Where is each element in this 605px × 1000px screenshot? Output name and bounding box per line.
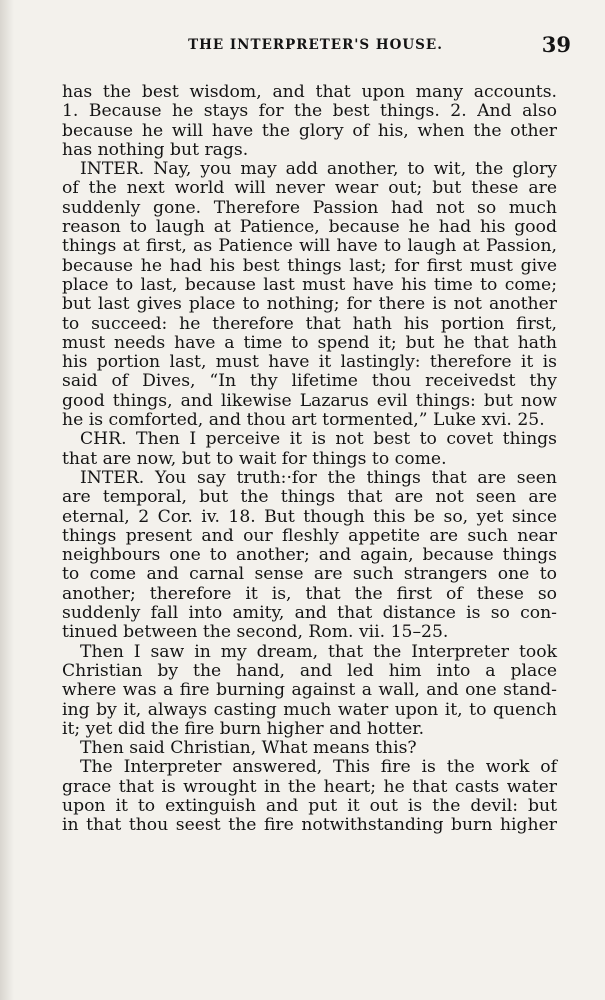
text-line: suddenly fall into amity, and that distance is so con- <box>62 603 557 624</box>
text-line: suddenly gone. Therefore Passion had not so much <box>62 197 557 218</box>
running-title: THE INTERPRETER'S HOUSE. <box>188 37 443 53</box>
text-line: in that thou seest the fire notwithstanding burn higher <box>62 815 557 836</box>
text-line: to come and carnal sense are such strangers one to <box>62 564 557 585</box>
text-line: CHR. Then I perceive it is not best to covet things <box>80 429 557 450</box>
text-line: it; yet did the fire burn higher and hotter. <box>62 718 425 739</box>
text-line: reason to laugh at Patience, because he had his good <box>62 217 557 238</box>
text-line: where was a fire burning against a wall, and one stand- <box>62 680 557 701</box>
text-line: has the best wisdom, and that upon many accounts. <box>62 82 557 102</box>
text-line: place to last, because last must have his time to come; <box>62 274 557 295</box>
text-line: because he had his best things last; for first must give <box>62 255 557 276</box>
text-line: upon it to extinguish and put it out is the devil: but <box>62 795 557 816</box>
text-line: INTER. Nay, you may add another, to wit, the glory <box>80 159 557 180</box>
text-line: because he will have the glory of his, when the other <box>62 120 557 141</box>
text-line: are temporal, but the things that are not seen are <box>62 487 557 508</box>
text-line: his portion last, must have it lastingly: therefore it is <box>62 352 557 373</box>
text-line: The Interpreter answered, This fire is the work of <box>80 757 557 778</box>
text-line: of the next world will never wear out; but these are <box>62 178 557 199</box>
text-line: but last gives place to nothing; for there is not another <box>62 294 557 315</box>
text-line: Christian by the hand, and led him into a place <box>62 660 557 681</box>
page-gutter-shadow <box>0 0 14 1000</box>
text-line: to succeed: he therefore that hath his portion first, <box>62 313 557 334</box>
text-line: has nothing but rags. <box>62 139 249 160</box>
text-line: tinued between the second, Rom. vii. 15–25. <box>62 622 449 643</box>
text-line: things at first, as Patience will have to laugh at Passion, <box>62 236 557 257</box>
text-line: must needs have a time to spend it; but he that hath <box>62 332 557 353</box>
text-line: Then I saw in my dream, that the Interpreter took <box>80 641 557 662</box>
text-line: that are now, but to wait for things to come. <box>62 448 447 469</box>
text-line: ing by it, always casting much water upon it, to quench <box>62 699 557 720</box>
text-line: said of Dives, “In thy lifetime thou receivedst thy <box>62 371 557 392</box>
page-number: 39 <box>541 32 571 57</box>
text-line: Then said Christian, What means this? <box>80 738 417 759</box>
text-line: another; therefore it is, that the first of these so <box>62 583 557 604</box>
text-line: eternal, 2 Cor. iv. 18. But though this be so, yet since <box>62 506 557 527</box>
text-line: he is comforted, and thou art tormented,” Luke xvi. 25. <box>62 410 545 431</box>
text-line: 1. Because he stays for the best things. 2. And also <box>62 101 557 122</box>
text-line: INTER. You say truth:·for the things that are seen <box>80 467 557 488</box>
text-line: things present and our fleshly appetite are such near <box>62 525 557 546</box>
text-line: neighbours one to another; and again, because things <box>62 545 557 566</box>
text-line: grace that is wrought in the heart; he that casts water <box>62 776 557 797</box>
running-head <box>60 34 571 56</box>
text-line: good things, and likewise Lazarus evil things: but now <box>62 390 557 411</box>
body-text <box>62 83 557 836</box>
